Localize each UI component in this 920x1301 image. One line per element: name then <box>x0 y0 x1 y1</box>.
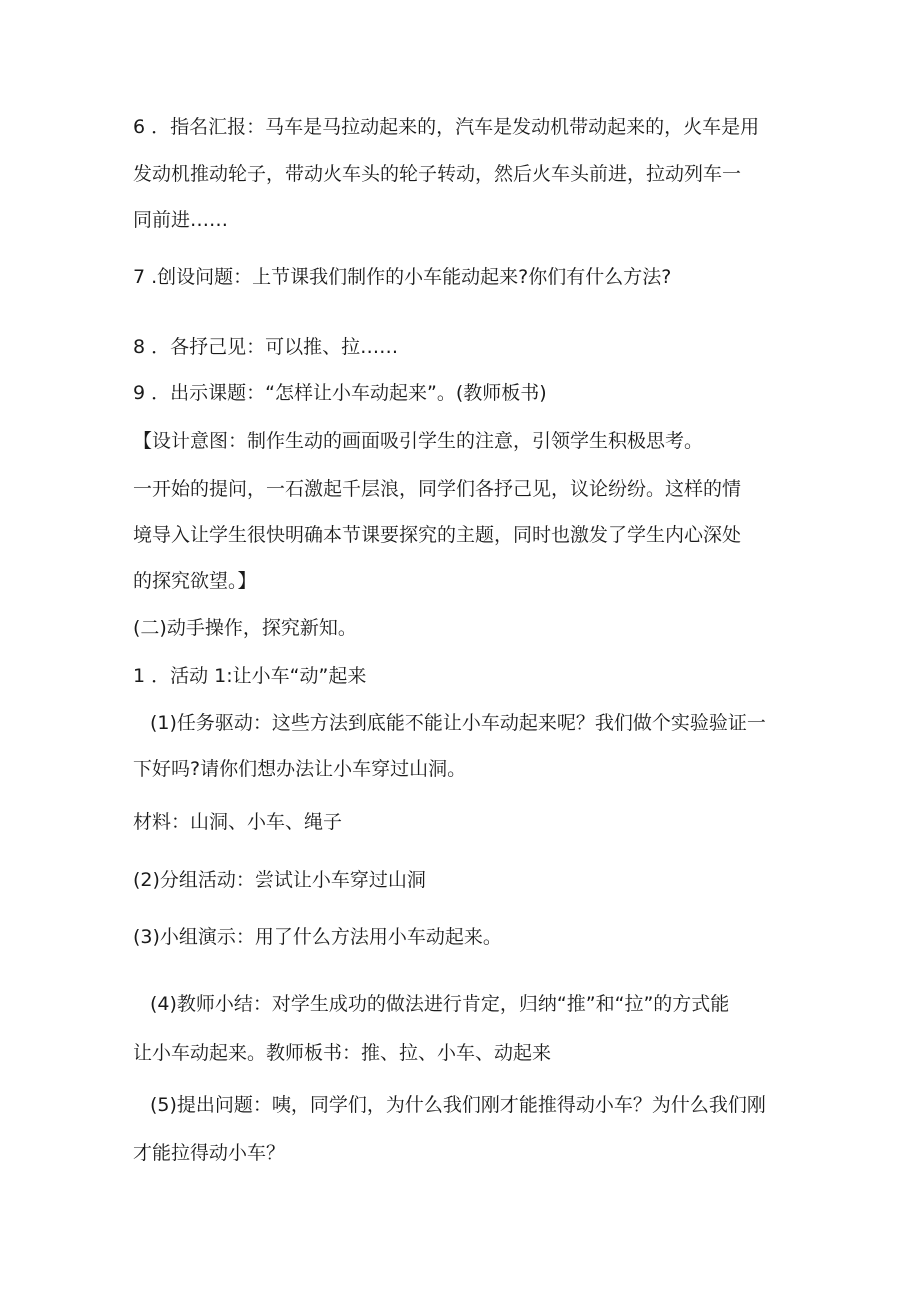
text-line-6-report: 6 ．指名汇报：马车是马拉动起来的，汽车是发动机带动起来的，火车是用 <box>133 116 760 138</box>
text-line-design-intent-cont-2: 境导入让学生很快明确本节课要探究的主题，同时也激发了学生内心深处 <box>133 524 742 546</box>
text-line-materials: 材料：山洞、小车、绳子 <box>133 811 343 833</box>
text-line-activity-1: 1 ．活动 1:让小车“动”起来 <box>133 665 367 687</box>
text-line-8-opinions: 8 ．各抒己见：可以推、拉…… <box>133 336 399 358</box>
text-line-design-intent: 【设计意图：制作生动的画面吸引学生的注意，引领学生积极思考。 <box>133 430 704 452</box>
text-line-design-intent-cont-1: 一开始的提问，一石激起千层浪，同学们各抒己见，议论纷纷。这样的情 <box>133 478 742 500</box>
text-line-raise-question-cont: 才能拉得动小车？ <box>133 1142 286 1164</box>
text-line-teacher-summary: (4)教师小结：对学生成功的做法进行肯定，归纳“推”和“拉”的方式能 <box>150 993 730 1015</box>
text-line-6-report-cont-1: 发动机推动轮子，带动火车头的轮子转动，然后火车头前进，拉动列车一 <box>133 163 742 185</box>
section-heading-hands-on: (二)动手操作，探究新知。 <box>133 617 357 639</box>
text-line-group-demo: (3)小组演示：用了什么方法用小车动起来。 <box>133 926 502 948</box>
text-line-group-activity: (2)分组活动：尝试让小车穿过山洞 <box>133 869 426 891</box>
text-line-task-driven-cont: 下好吗?请你们想办法让小车穿过山洞。 <box>133 758 467 780</box>
text-line-7-question: 7 .创设问题：上节课我们制作的小车能动起来?你们有什么方法? <box>133 266 672 288</box>
text-line-raise-question: (5)提出问题：咦，同学们，为什么我们刚才能推得动小车？为什么我们刚 <box>150 1094 766 1116</box>
text-line-design-intent-cont-3: 的探究欲望。】 <box>133 570 257 592</box>
text-line-9-topic: 9 ．出示课题：“怎样让小车动起来”。(教师板书) <box>133 382 547 404</box>
text-line-teacher-summary-cont: 让小车动起来。教师板书：推、拉、小车、动起来 <box>133 1042 552 1064</box>
text-line-6-report-cont-2: 同前进…… <box>133 209 229 231</box>
text-line-task-driven: (1)任务驱动：这些方法到底能不能让小车动起来呢？我们做个实验验证一 <box>150 712 766 734</box>
